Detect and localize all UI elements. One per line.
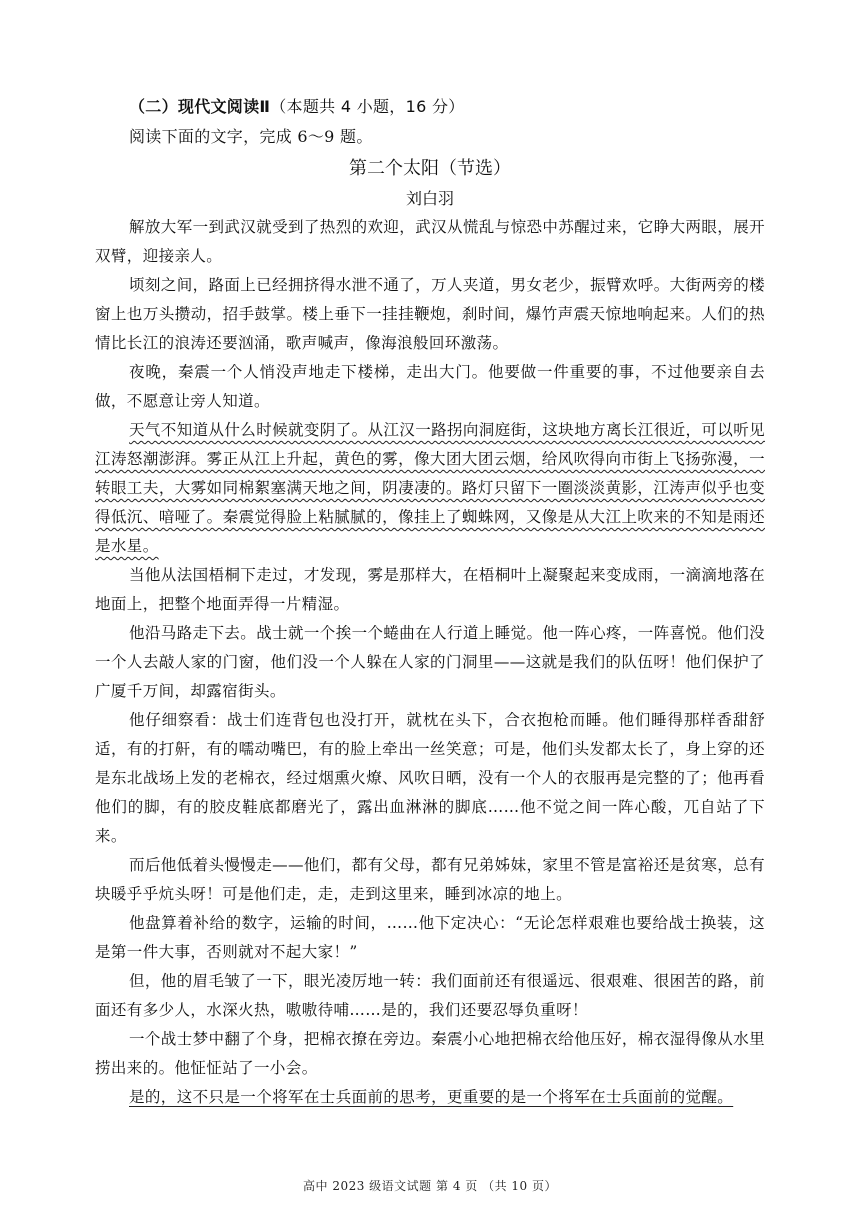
section-instruction: 阅读下面的文字，完成 6～9 题。 <box>129 127 373 146</box>
article-author: 刘白羽 <box>405 189 454 208</box>
section-heading <box>95 92 765 122</box>
exam-page <box>95 92 765 1112</box>
paragraph-7: 他仔细察看：战士们连背包也没打开，就枕在头下，合衣抱枪而睡。他们睡得那样香甜舒适，有的打鼾，有的嚅动嘴巴，有的脸上牵出一丝笑意；可是，他们头发都太长了，身上穿的还是东北战场上发的老棉衣，经过烟熏火燎、风吹日晒，没有一个人的衣服再是完整的了；他再看他们的脚，有的胶皮鞋底都磨光了，露出血淋淋的脚底……他不觉之间一阵心酸，兀自站了下来。 <box>95 711 765 845</box>
paragraph-5: 当他从法国梧桐下走过，才发现，雾是那样大，在梧桐叶上凝聚起来变成雨，一滴滴地落在地面上，把整个地面弄得一片精湿。 <box>95 566 766 613</box>
section-score-note: （本题共 4 小题，16 分） <box>270 97 465 116</box>
paragraph-11: 一个战士梦中翻了个身，把棉衣撩在旁边。秦震小心地把棉衣给他压好，棉衣湿得像从水里捞出来的。他怔怔站了一小会。 <box>95 1030 766 1077</box>
paragraph-2: 顷刻之间，路面上已经拥挤得水泄不通了，万人夹道，男女老少，振臂欢呼。大街两旁的楼窗上也万头攒动，招手鼓掌。楼上垂下一挂挂鞭炮，刹时间，爆竹声震天惊地响起来。人们的热情比长江的浪涛还要汹涌，歌声喊声，像海浪般回环激荡。 <box>95 276 766 352</box>
paragraph-8: 而后他低着头慢慢走——他们，都有父母，都有兄弟姊妹，家里不管是富裕还是贫寒，总有块暖乎乎炕头呀！可是他们走，走，走到这里来，睡到冰凉的地上。 <box>95 856 766 903</box>
article-title: 第二个太阳（节选） <box>349 158 511 179</box>
section-title: （二）现代文阅读Ⅱ <box>129 97 271 116</box>
paragraph-6: 他沿马路走下去。战士就一个挨一个蜷曲在人行道上睡觉。他一阵心疼，一阵喜悦。他们没一个人去敲人家的门窗，他们没一个人躲在人家的门洞里——这就是我们的队伍呀！他们保护了广厦千万间，却露宿街头。 <box>95 624 766 700</box>
paragraph-10: 但，他的眉毛皱了一下，眼光凌厉地一转：我们面前还有很遥远、很艰难、很困苦的路，前面还有多少人，水深火热，嗷嗷待哺……是的，我们还要忍辱负重呀！ <box>95 972 766 1019</box>
paragraph-12-underlined: 是的，这不只是一个将军在士兵面前的思考，更重要的是一个将军在士兵面前的觉醒。 <box>129 1088 734 1106</box>
paragraph-9: 他盘算着补给的数字，运输的时间，……他下定决心：“无论怎样艰难也要给战士换装，这是第一件大事，否则就对不起大家！” <box>95 914 765 961</box>
paragraph-4-wavy-underlined: 天气不知道从什么时候就变阴了。从江汉一路拐向洞庭街，这块地方离长江很近，可以听见江涛怒潮澎湃。雾正从江上升起，黄色的雾，像大团大团云烟，给风吹得向市街上飞扬弥漫，一转眼工夫，大雾如同棉絮塞满天地之间，阴凄凄的。路灯只留下一圈淡淡黄影，江涛声似乎也变得低沉、喑哑了。秦震觉得脸上粘腻腻的，像挂上了蜘蛛网，又像是从大江上吹来的不知是雨还是水星。 <box>95 421 766 555</box>
paragraph-3: 夜晚，秦震一个人悄没声地走下楼梯，走出大门。他要做一件重要的事，不过他要亲自去做，不愿意让旁人知道。 <box>95 363 765 410</box>
paragraph-1: 解放大军一到武汉就受到了热烈的欢迎，武汉从慌乱与惊恐中苏醒过来，它睁大两眼，展开双臂，迎接亲人。 <box>95 218 766 265</box>
page-footer: 高中 2023 级语文试题 第 4 页 （共 10 页） <box>303 1179 557 1193</box>
